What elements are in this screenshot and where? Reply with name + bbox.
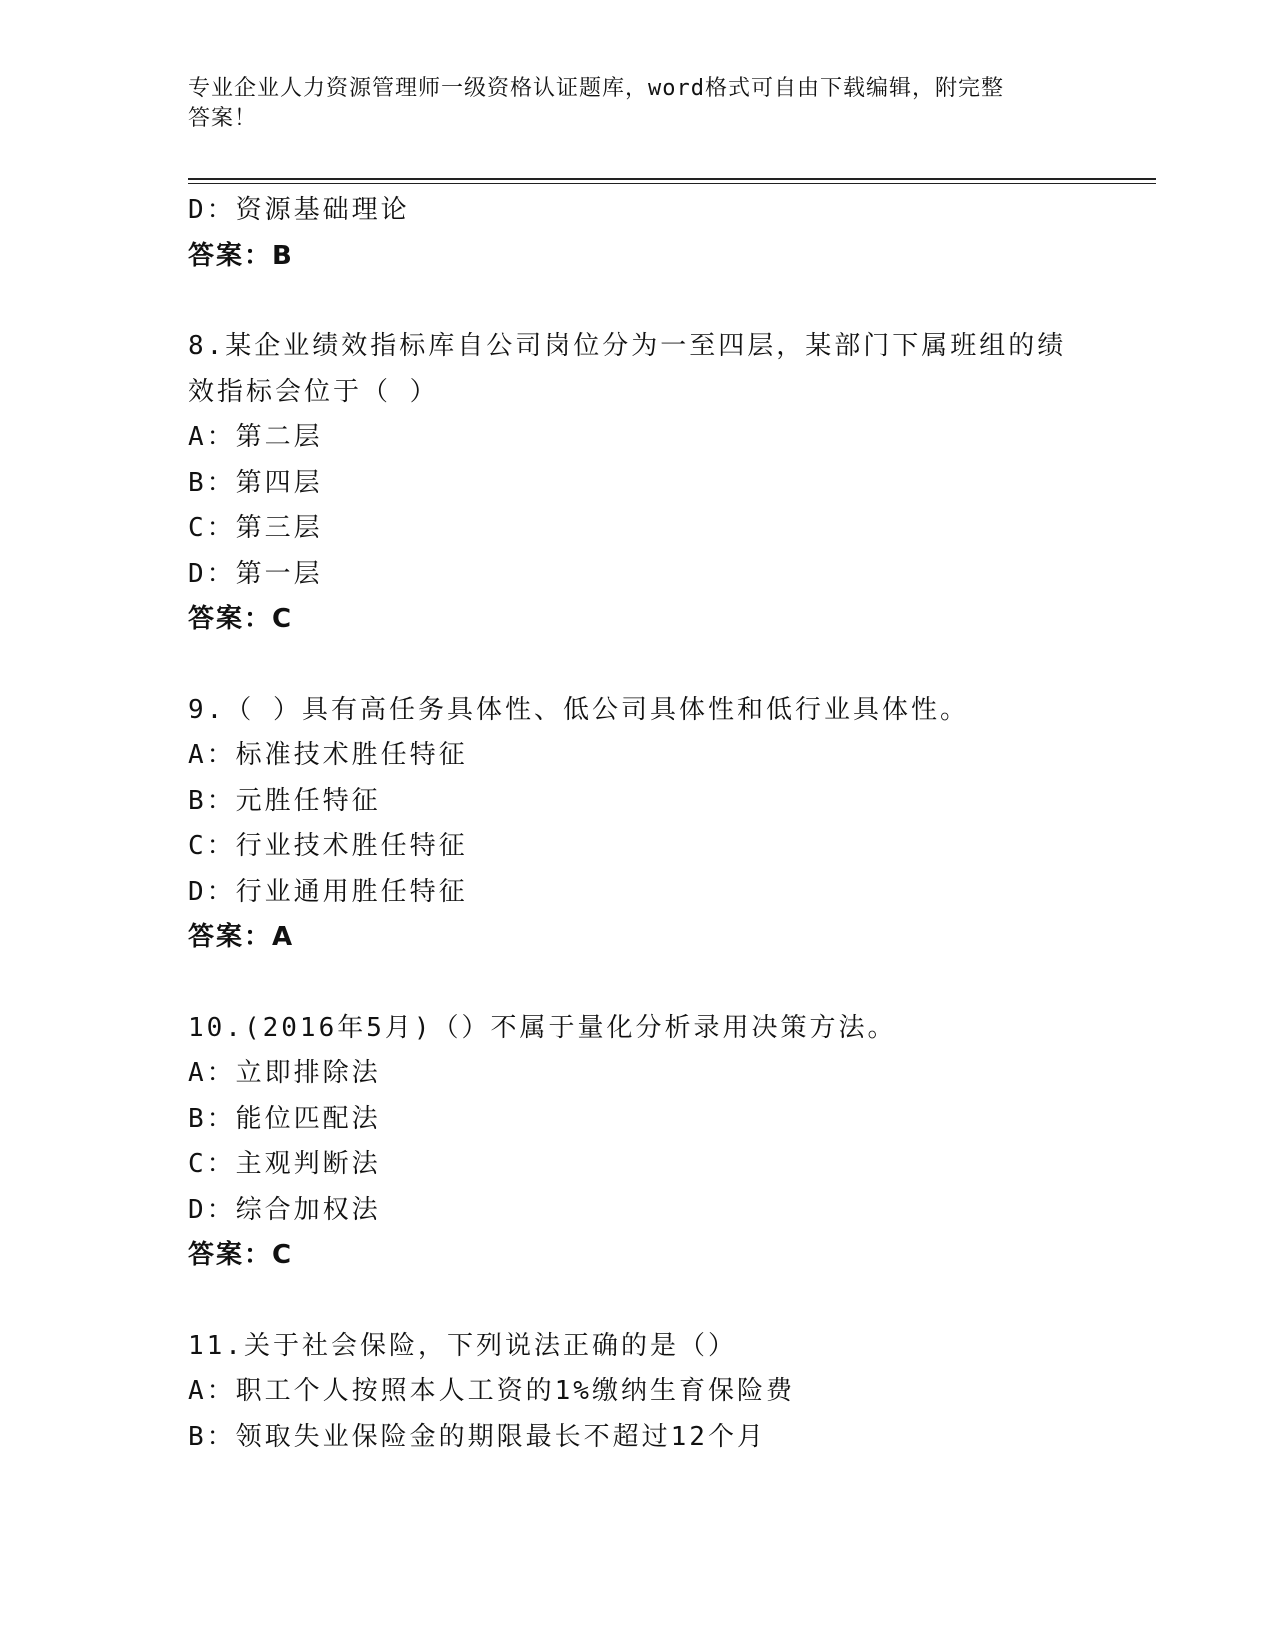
header-line-1: 专业企业人力资源管理师一级资格认证题库，word格式可自由下载编辑，附完整 xyxy=(188,76,1004,101)
answer-line: 答案：C xyxy=(188,604,294,634)
option-c: C：第三层 xyxy=(188,513,323,543)
question-stem: 11.关于社会保险，下列说法正确的是（） xyxy=(188,1330,737,1361)
option-a: A：第二层 xyxy=(188,422,323,452)
option-a: A：标准技术胜任特征 xyxy=(188,740,468,770)
option-b: B：第四层 xyxy=(188,467,323,498)
spacer xyxy=(188,1279,1068,1324)
option-b: B：元胜任特征 xyxy=(188,785,381,816)
option-b: B：能位匹配法 xyxy=(188,1103,381,1134)
spacer xyxy=(188,643,1068,688)
header-line-2: 答案！ xyxy=(188,106,258,131)
question-stem: 9.（ ）具有高任务具体性、低公司具体性和低行业具体性。 xyxy=(188,694,969,725)
previous-question-tail xyxy=(188,188,1068,279)
document-body xyxy=(188,188,1068,1460)
answer-line: 答案：C xyxy=(188,1240,294,1270)
answer-line: 答案：B xyxy=(188,240,294,271)
page-header xyxy=(188,74,1088,134)
spacer xyxy=(188,961,1068,1006)
question-11 xyxy=(188,1324,1068,1461)
question-10 xyxy=(188,1006,1068,1279)
option-a: A：立即排除法 xyxy=(188,1058,381,1088)
answer-line: 答案：A xyxy=(188,922,295,952)
question-9 xyxy=(188,688,1068,961)
option-d: D：资源基础理论 xyxy=(188,195,410,225)
option-d: D：第一层 xyxy=(188,558,323,589)
option-d: D：行业通用胜任特征 xyxy=(188,876,468,907)
spacer xyxy=(188,279,1068,324)
option-a: A：职工个人按照本人工资的1%缴纳生育保险费 xyxy=(188,1376,795,1406)
option-c: C：行业技术胜任特征 xyxy=(188,831,468,861)
option-b: B：领取失业保险金的期限最长不超过12个月 xyxy=(188,1421,766,1452)
option-d: D：综合加权法 xyxy=(188,1194,381,1225)
question-8 xyxy=(188,324,1068,643)
question-stem: 10.(2016年5月)（）不属于量化分析录用决策方法。 xyxy=(188,1012,897,1043)
option-c: C：主观判断法 xyxy=(188,1149,381,1179)
question-stem: 8.某企业绩效指标库自公司岗位分为一至四层，某部门下属班组的绩 xyxy=(188,331,1067,361)
question-stem-continued: 效指标会位于（ ） xyxy=(188,376,439,407)
header-divider xyxy=(188,178,1156,184)
